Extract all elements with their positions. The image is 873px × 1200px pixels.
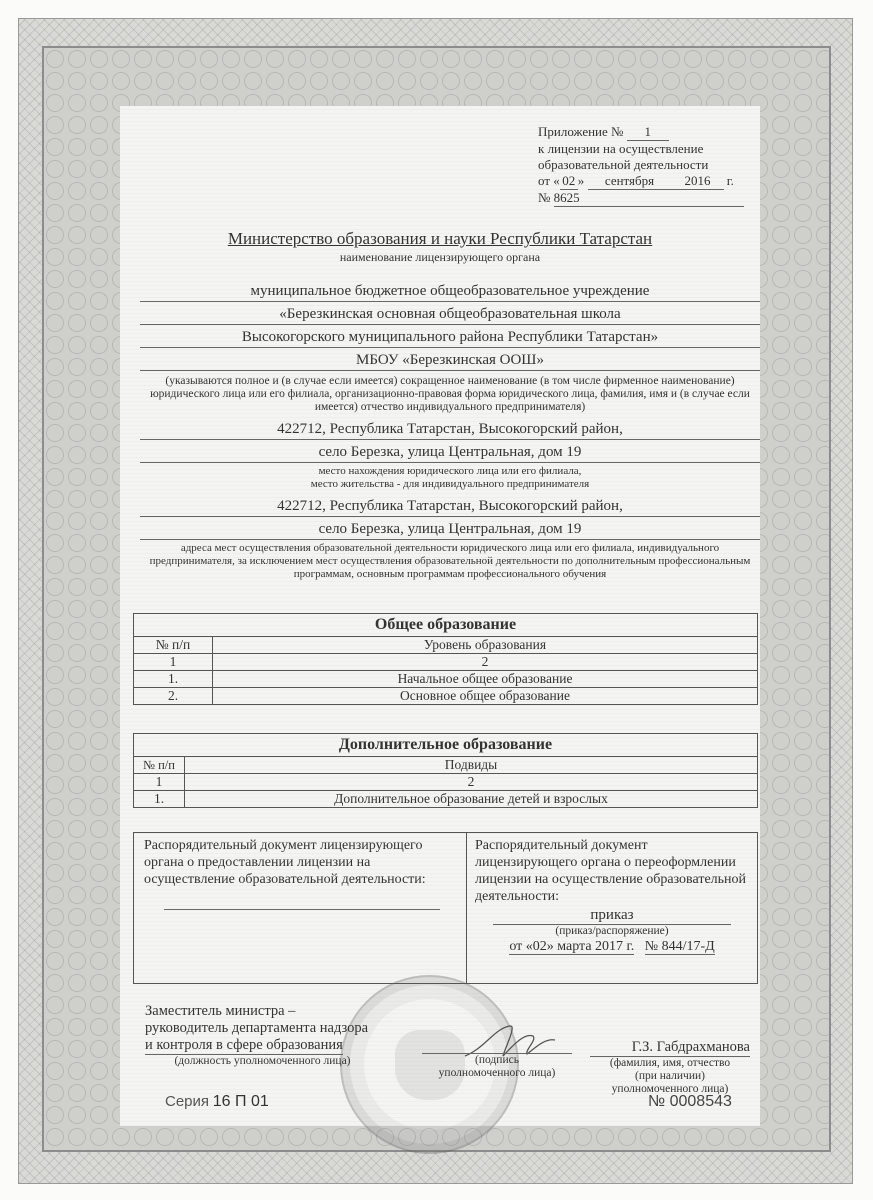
- document-grant-text: Распорядительный документ лицензирующего органа о предоставлении лицензии на осуществление образовательной деятельности:: [144, 838, 426, 887]
- location-line-1: 422712, Республика Татарстан, Высокогорский район,: [140, 420, 760, 440]
- name-caption-1: (фамилия, имя, отчество: [609, 1057, 731, 1069]
- document-type-caption: (приказ/распоряжение): [555, 925, 669, 937]
- activity-address-caption: адреса мест осуществления образовательной деятельности юридического лица или его филиала, индивидуального предпринимателя, за исключением мест осуществления образовательной деятельности по дополнительным профессиональным программам, основным программам профессионального обучения: [149, 542, 751, 580]
- signature-position: [145, 1003, 380, 1068]
- column-index-1: 1: [134, 654, 213, 671]
- activity-address-block: [140, 497, 760, 581]
- document-reissue-text: Распорядительный документ лицензирующего органа о переоформлении лицензии на осуществление образовательной деятельности:: [475, 838, 747, 904]
- appendix-header: [538, 124, 748, 207]
- signatory-name: Г.З. Габдрахманова: [590, 1039, 750, 1057]
- general-education-title: Общее образование: [134, 614, 758, 637]
- organ-caption: наименование лицензирующего органа: [339, 250, 541, 264]
- table-row: 1. Начальное общее образование: [134, 671, 758, 688]
- document-date-number: от «02» марта 2017 г. № 844/17-Д: [509, 939, 715, 954]
- signature-area: [422, 1052, 572, 1080]
- appendix-date: от « 02 » сентября 2016 г.: [538, 173, 734, 188]
- location-line-2: село Березка, улица Центральная, дом 19: [140, 443, 760, 463]
- table-row: 1. Дополнительное образование детей и взрослых: [134, 791, 758, 808]
- licensee-block: [140, 282, 760, 414]
- licensee-line-1: муниципальное бюджетное общеобразовательное учреждение: [140, 282, 760, 302]
- signature-caption-1: (подпись: [475, 1054, 519, 1066]
- documents-table: [133, 832, 758, 984]
- appendix-label: Приложение №: [538, 124, 624, 139]
- form-number: № 0008543: [648, 1093, 732, 1110]
- licensee-caption: (указываются полное и (в случае если имеется) сокращенное наименование (в том числе фирменное наименование) юридического лица или его филиала, организационно-правовая форма юридического лица, фамилия, имя и (в случае если имеется) отчество индивидуального предпринимателя): [150, 375, 750, 413]
- organ-name: Министерство образования и науки Республики Татарстан: [227, 229, 653, 248]
- position-caption: (должность уполномоченного лица): [174, 1055, 351, 1067]
- series-block: [165, 1093, 269, 1111]
- document-reissue-cell: [467, 833, 758, 984]
- column-index-1: 1: [134, 774, 185, 791]
- name-caption-2: (при наличии): [635, 1070, 705, 1082]
- series-value: 16 П 01: [212, 1093, 269, 1110]
- general-education-table: [133, 613, 758, 705]
- column-header-number: № п/п: [134, 757, 185, 774]
- appendix-line2: к лицензии на осуществление: [538, 141, 704, 156]
- position-line-1: Заместитель министра –: [145, 1003, 296, 1019]
- licensee-line-2: «Березкинская основная общеобразовательная школа: [140, 305, 760, 325]
- activity-address-line-2: село Березка, улица Центральная, дом 19: [140, 520, 760, 540]
- appendix-number-line: № 8625: [538, 190, 748, 207]
- column-header-level: Уровень образования: [213, 637, 758, 654]
- series-label: Серия: [165, 1093, 210, 1110]
- column-header-subtypes: Подвиды: [185, 757, 758, 774]
- document-type: приказ: [493, 907, 731, 925]
- appendix-line3: образовательной деятельности: [538, 157, 709, 172]
- column-index-2: 2: [213, 654, 758, 671]
- licensing-organ: [130, 229, 750, 264]
- location-caption-2: место жительства - для индивидуального предпринимателя: [310, 478, 590, 490]
- licensee-line-3: Высокогорского муниципального района Республики Татарстан»: [140, 328, 760, 348]
- column-header-number: № п/п: [134, 637, 213, 654]
- additional-education-title: Дополнительное образование: [134, 734, 758, 757]
- location-caption-1: место нахождения юридического лица или его филиала,: [318, 465, 582, 477]
- licensee-short-name: МБОУ «Березкинская ООШ»: [140, 351, 760, 371]
- signature-caption-2: уполномоченного лица): [438, 1067, 556, 1079]
- location-block: [140, 420, 760, 491]
- table-row: 2. Основное общее образование: [134, 688, 758, 705]
- column-index-2: 2: [185, 774, 758, 791]
- position-line-3: и контроля в сфере образования: [145, 1037, 343, 1053]
- document-grant-cell: [134, 833, 467, 984]
- activity-address-line-1: 422712, Республика Татарстан, Высокогорский район,: [140, 497, 760, 517]
- signatory-name-block: [590, 1039, 750, 1096]
- additional-education-table: [133, 733, 758, 808]
- name-caption-3: уполномоченного лица): [611, 1083, 729, 1095]
- document-grant-blank-line: [164, 908, 440, 910]
- appendix-number: 1: [627, 124, 669, 141]
- position-line-2: руководитель департамента надзора: [145, 1020, 369, 1036]
